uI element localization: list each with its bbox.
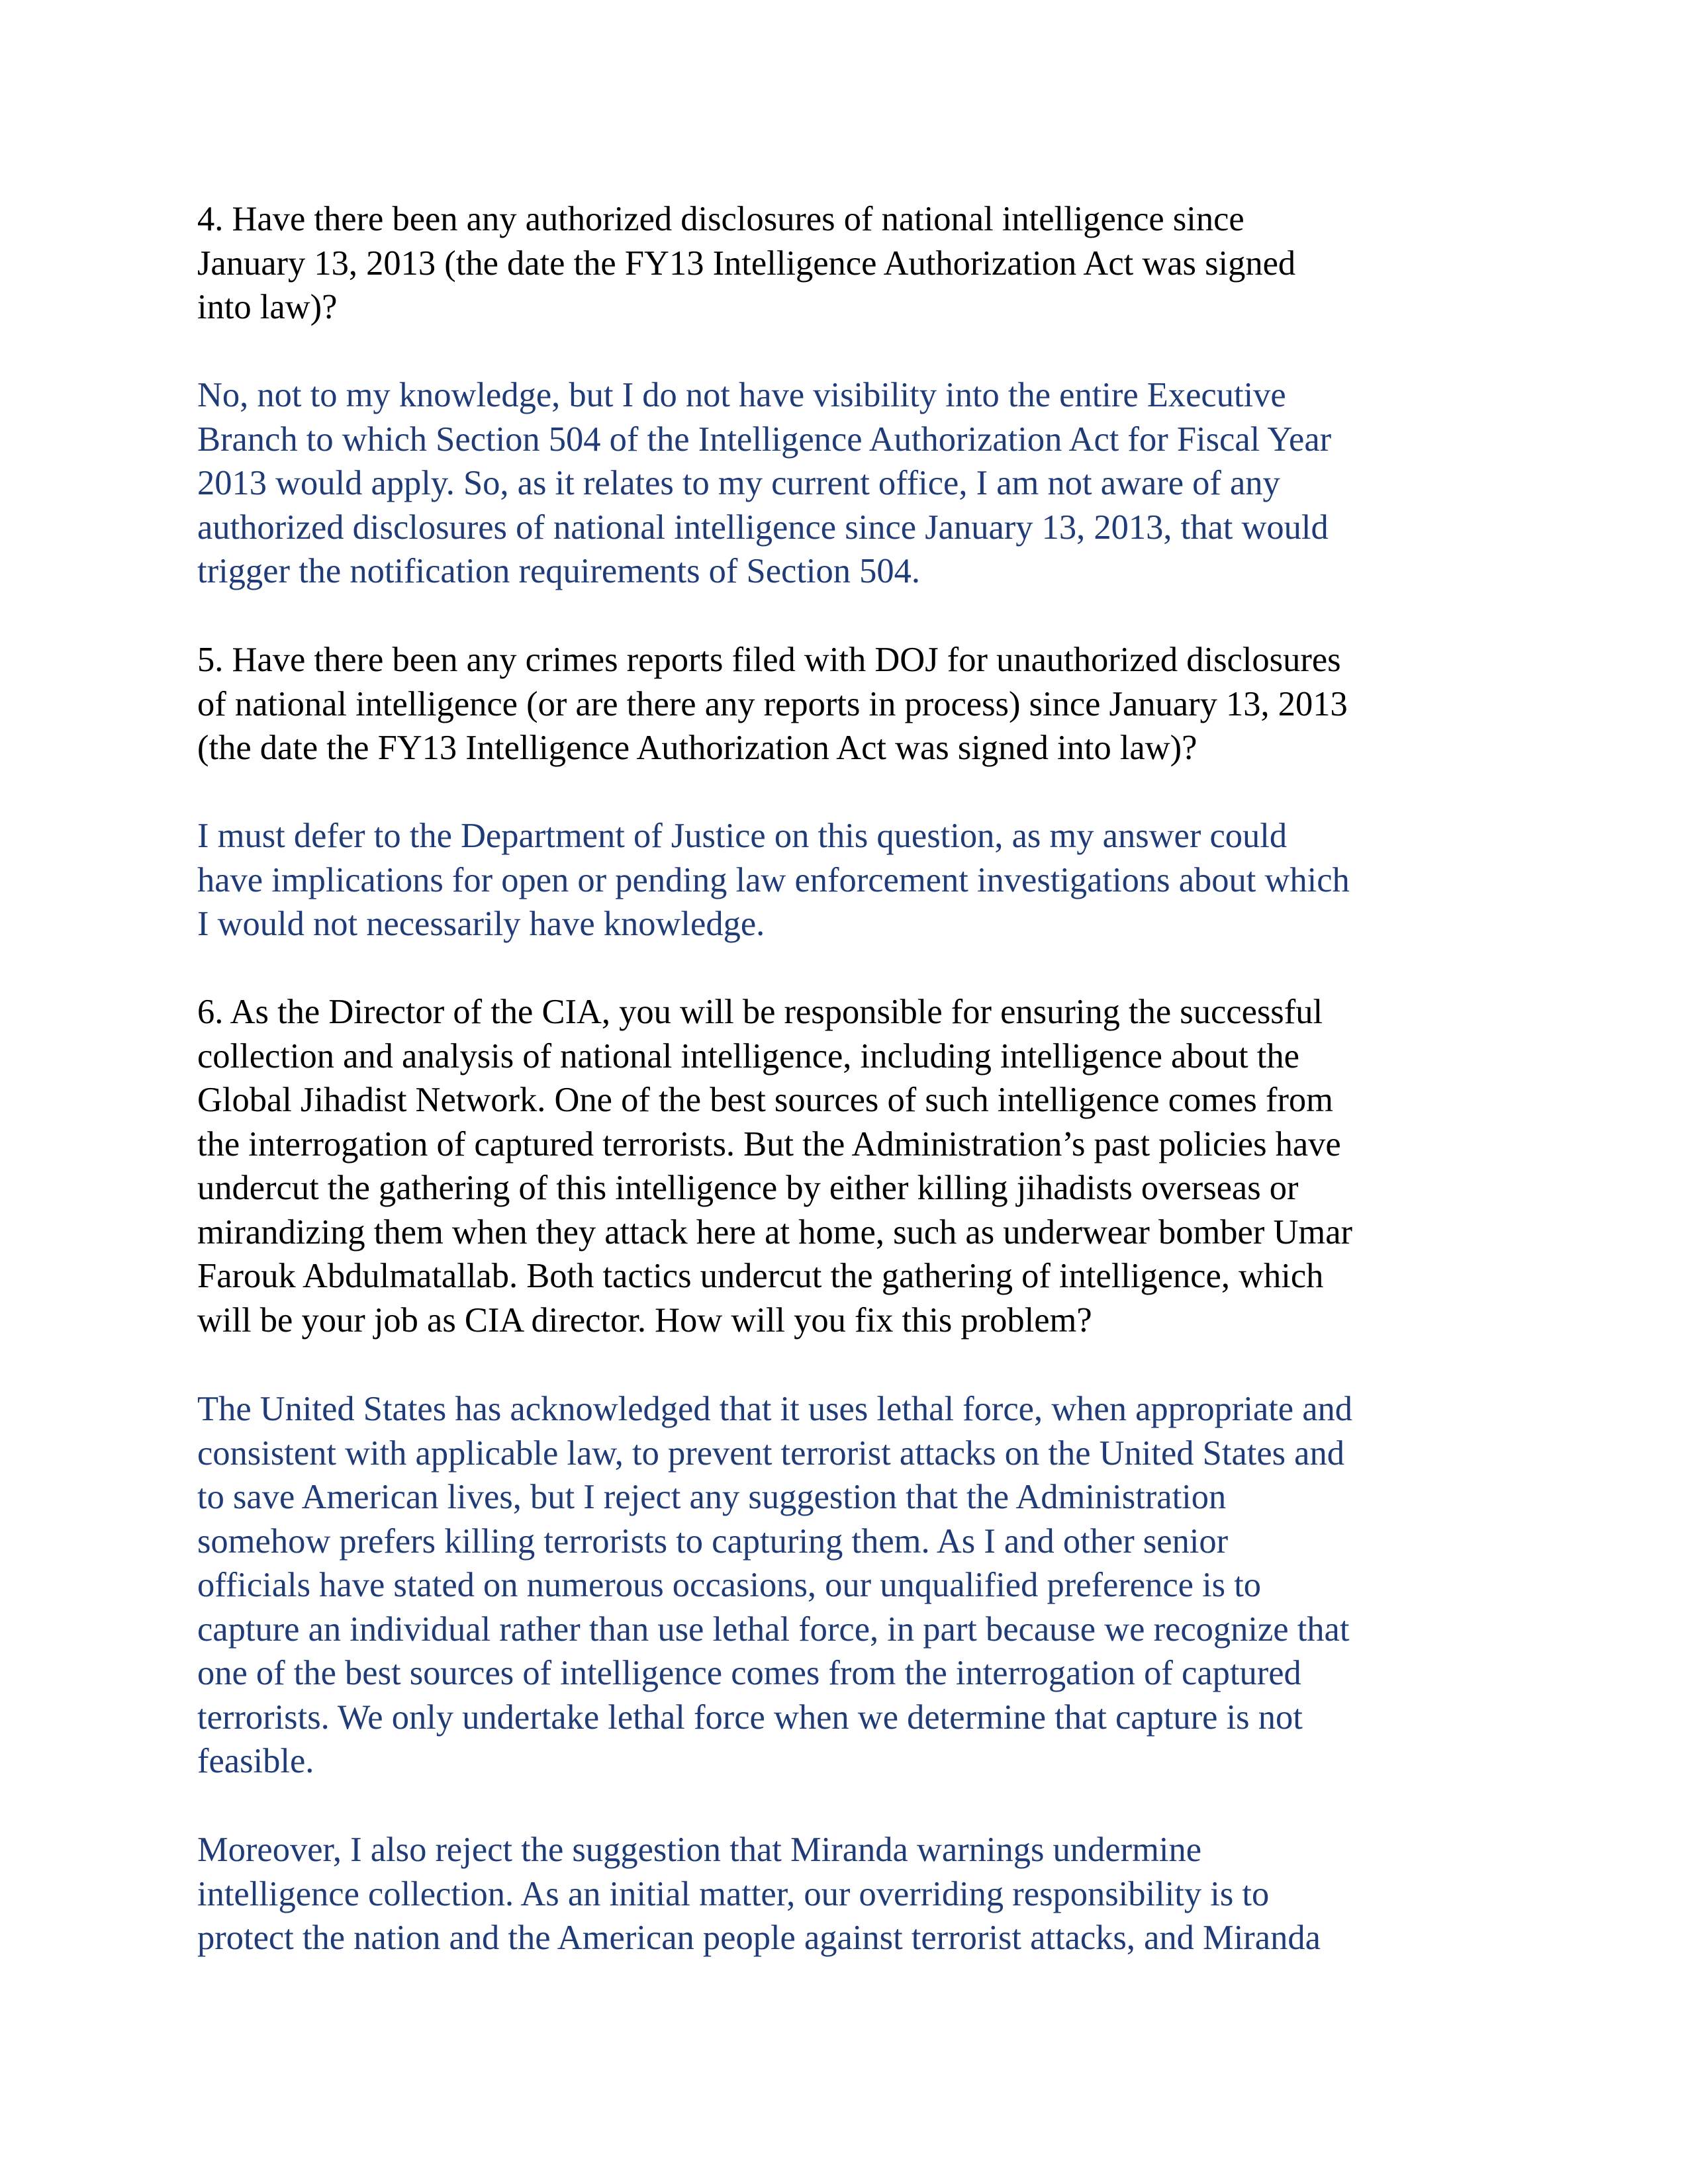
text-line: 6. As the Director of the CIA, you will be responsible for ensuring the successful bbox=[197, 993, 1323, 1031]
text-line: somehow prefers killing terrorists to capturing them. As I and other senior bbox=[197, 1522, 1229, 1561]
question-6 bbox=[197, 990, 1508, 1342]
text-line: consistent with applicable law, to prevent terrorist attacks on the United States and bbox=[197, 1433, 1344, 1473]
text-line: one of the best sources of intelligence comes from the interrogation of captured bbox=[197, 1654, 1301, 1692]
text-line: No, not to my knowledge, but I do not have visibility into the entire Executive bbox=[197, 376, 1286, 414]
text-line: authorized disclosures of national intelligence since January 13, 2013, that would bbox=[197, 508, 1329, 547]
text-line: Global Jihadist Network. One of the best sources of such intelligence comes from bbox=[197, 1081, 1334, 1119]
text-line: collection and analysis of national intelligence, including intelligence about the bbox=[197, 1036, 1299, 1075]
question-5 bbox=[197, 638, 1508, 770]
text-line: trigger the notification requirements of Section 504. bbox=[197, 552, 920, 590]
text-line: Branch to which Section 504 of the Intelligence Authorization Act for Fiscal Year bbox=[197, 420, 1332, 459]
text-line: January 13, 2013 (the date the FY13 Intelligence Authorization Act was signed bbox=[197, 244, 1296, 283]
text-line: have implications for open or pending law enforcement investigations about which bbox=[197, 860, 1350, 899]
text-line: intelligence collection. As an initial matter, our overriding responsibility is to bbox=[197, 1874, 1270, 1913]
text-line: Moreover, I also reject the suggestion that Miranda warnings undermine bbox=[197, 1831, 1202, 1869]
text-line: 5. Have there been any crimes reports filed with DOJ for unauthorized disclosures bbox=[197, 641, 1341, 679]
text-line: I would not necessarily have knowledge. bbox=[197, 905, 765, 943]
text-line: the interrogation of captured terrorists. But the Administration’s past policies have bbox=[197, 1124, 1341, 1163]
text-line: undercut the gathering of this intelligence by either killing jihadists overseas or bbox=[197, 1169, 1299, 1207]
text-line: Farouk Abdulmatallab. Both tactics undercut the gathering of intelligence, which bbox=[197, 1257, 1324, 1295]
text-line: will be your job as CIA director. How will you fix this problem? bbox=[197, 1300, 1092, 1340]
text-line: into law)? bbox=[197, 288, 338, 326]
answer-6-paragraph-2 bbox=[197, 1828, 1508, 1960]
text-line: of national intelligence (or are there any reports in process) since January 13, 2013 bbox=[197, 684, 1348, 723]
text-line: 2013 would apply. So, as it relates to my current office, I am not aware of any bbox=[197, 464, 1280, 502]
text-line: feasible. bbox=[197, 1742, 314, 1780]
text-line: protect the nation and the American people against terrorist attacks, and Miranda bbox=[197, 1919, 1321, 1957]
text-line: terrorists. We only undertake lethal force when we determine that capture is not bbox=[197, 1698, 1303, 1737]
text-line: officials have stated on numerous occasions, our unqualified preference is to bbox=[197, 1566, 1262, 1604]
text-line: to save American lives, but I reject any suggestion that the Administration bbox=[197, 1478, 1227, 1516]
text-line: (the date the FY13 Intelligence Authorization Act was signed into law)? bbox=[197, 729, 1197, 767]
text-line: I must defer to the Department of Justice on this question, as my answer could bbox=[197, 817, 1288, 855]
answer-4 bbox=[197, 373, 1508, 594]
question-4 bbox=[197, 197, 1508, 330]
text-line: capture an individual rather than use lethal force, in part because we recognize that bbox=[197, 1610, 1350, 1649]
text-line: 4. Have there been any authorized disclosures of national intelligence since bbox=[197, 200, 1244, 238]
answer-5 bbox=[197, 814, 1508, 946]
text-line: mirandizing them when they attack here at home, such as underwear bomber Umar bbox=[197, 1212, 1352, 1251]
text-line: The United States has acknowledged that it uses lethal force, when appropriate and bbox=[197, 1390, 1353, 1428]
answer-6-paragraph-1 bbox=[197, 1387, 1508, 1784]
